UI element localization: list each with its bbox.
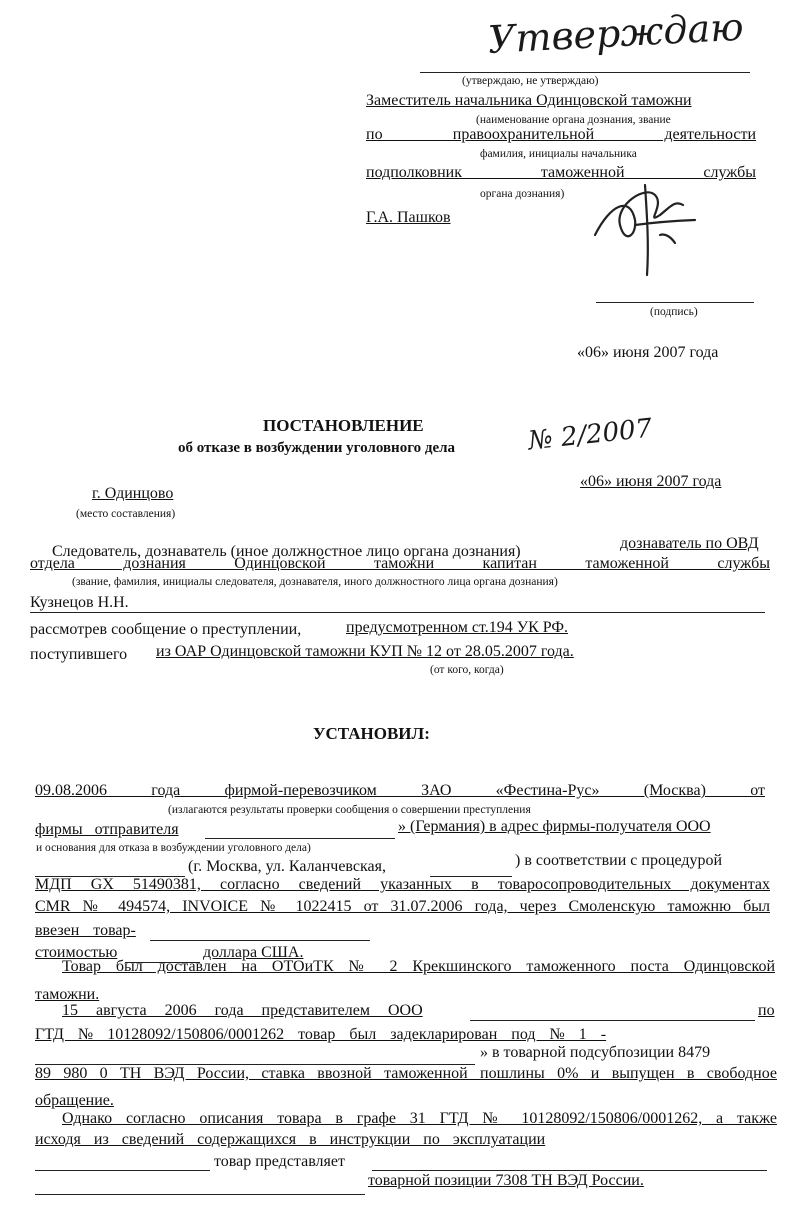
established-blank8 (35, 1170, 210, 1171)
established-blank9 (372, 1170, 767, 1171)
established-line17: товар представляет (214, 1153, 345, 1170)
received-hint: (от кого, когда) (430, 664, 504, 676)
established-line6: ввезен товар- (35, 922, 136, 939)
established-line16: исходя из сведений содержащихся в инструкции по эксплуатации (35, 1131, 546, 1148)
approval-hint-name: фамилия, инициалы начальника (480, 148, 637, 160)
established-line2a: фирмы отправителя (35, 821, 179, 838)
established-blank1 (205, 838, 395, 839)
established-line7a: стоимостью (35, 944, 118, 961)
review-value: предусмотренном ст.194 УК РФ. (346, 619, 568, 636)
place-hint: (место составления) (76, 508, 176, 520)
established-line3b: ) в соответствии с процедурой (515, 852, 723, 869)
document-number: № 2/2007 (526, 413, 654, 457)
investigator-name: Кузнецов Н.Н. (30, 594, 129, 611)
established-line4: МДП GX 51490381, согласно сведений указанных в товаросопроводительных документах (35, 876, 770, 893)
approval-position-line1: Заместитель начальника Одинцовской таможни (366, 92, 692, 109)
approval-position-line2: по правоохранительной деятельности (366, 126, 756, 143)
established-blank6 (470, 1020, 755, 1021)
established-hint1: (излагаются результаты проверки сообщения о совершении преступления (168, 804, 531, 816)
received-prefix: поступившего (30, 646, 128, 663)
established-line5: CMR № 494574, INVOICE № 1022415 от 31.07.2006 года, через Смоленскую таможню был (35, 898, 770, 915)
established-line13: 89 980 0 ТН ВЭД России, ставка ввозной таможенной пошлины 0% и выпущен в свободное (35, 1065, 777, 1082)
established-line14: обращение. (35, 1092, 114, 1109)
approval-name: Г.А. Пашков (366, 209, 451, 226)
approval-handwritten: Утверждаю (486, 4, 745, 62)
approval-date: «06» июня 2007 года (577, 344, 719, 361)
received-value: из ОАР Одинцовской таможни КУП № 12 от 28.05.2007 года. (156, 643, 574, 660)
investigator-hint: (звание, фамилия, инициалы следователя, дознавателя, иного должностного лица органа дознания) (72, 576, 558, 588)
place-city: г. Одинцово (92, 485, 174, 502)
place-date: «06» июня 2007 года (580, 473, 722, 490)
established-line18: товарной позиции 7308 ТН ВЭД России. (368, 1172, 644, 1189)
signature-icon (575, 165, 710, 285)
established-line12: » в товарной подсубпозиции 8479 (480, 1044, 711, 1061)
established-line7b: доллара США. (203, 944, 304, 961)
document-subtitle: об отказе в возбуждении уголовного дела (178, 440, 456, 456)
document-title: ПОСТАНОВЛЕНИЕ (263, 416, 424, 435)
established-line10a: 15 августа 2006 года представителем ООО (62, 1002, 423, 1019)
investigator-department: отдела дознания Одинцовской таможни капитан таможенной службы (30, 555, 770, 572)
established-line11: ГТД № 10128092/150806/0001262 товар был задекларирован под № 1 - (35, 1026, 607, 1043)
approval-choice-hint: (утверждаю, не утверждаю) (462, 75, 599, 87)
established-blank4 (150, 940, 370, 941)
established-line1: 09.08.2006 года фирмой-перевозчиком ЗАО «Фестина-Рус» (Москва) от (35, 782, 765, 799)
established-line15: Однако согласно описания товара в графе 31 ГТД № 10128092/150806/0001262, а также (62, 1110, 777, 1127)
investigator-position: дознаватель по ОВД (620, 535, 759, 552)
established-line8: Товар был доставлен на ОТОиТК № 2 Крекшинского таможенного поста Одинцовской (62, 958, 775, 975)
review-prefix: рассмотрев сообщение о преступлении, (30, 621, 302, 638)
established-line3a: (г. Москва, ул. Каланчевская, (188, 858, 386, 875)
established-line10b: по (758, 1002, 775, 1019)
established-hint2: и основания для отказа в возбуждении уголовного дела) (36, 842, 311, 854)
investigator-prefix: Следователь, дознаватель (иное должностное лицо органа дознания) (52, 543, 521, 560)
signature-hint: (подпись) (650, 306, 698, 318)
signature-line (596, 302, 754, 303)
approval-position-line3: подполковник таможенной службы (366, 164, 756, 181)
approval-hint-org2: органа дознания) (480, 188, 565, 200)
established-line2b: » (Германия) в адрес фирмы-получателя ООО (398, 818, 711, 835)
approval-underline (420, 72, 750, 73)
established-heading: УСТАНОВИЛ: (313, 724, 430, 743)
established-line9: таможни. (35, 986, 100, 1003)
established-blank10 (35, 1194, 365, 1195)
approval-hint-org: (наименование органа дознания, звание (476, 114, 671, 126)
investigator-name-line (30, 612, 765, 613)
